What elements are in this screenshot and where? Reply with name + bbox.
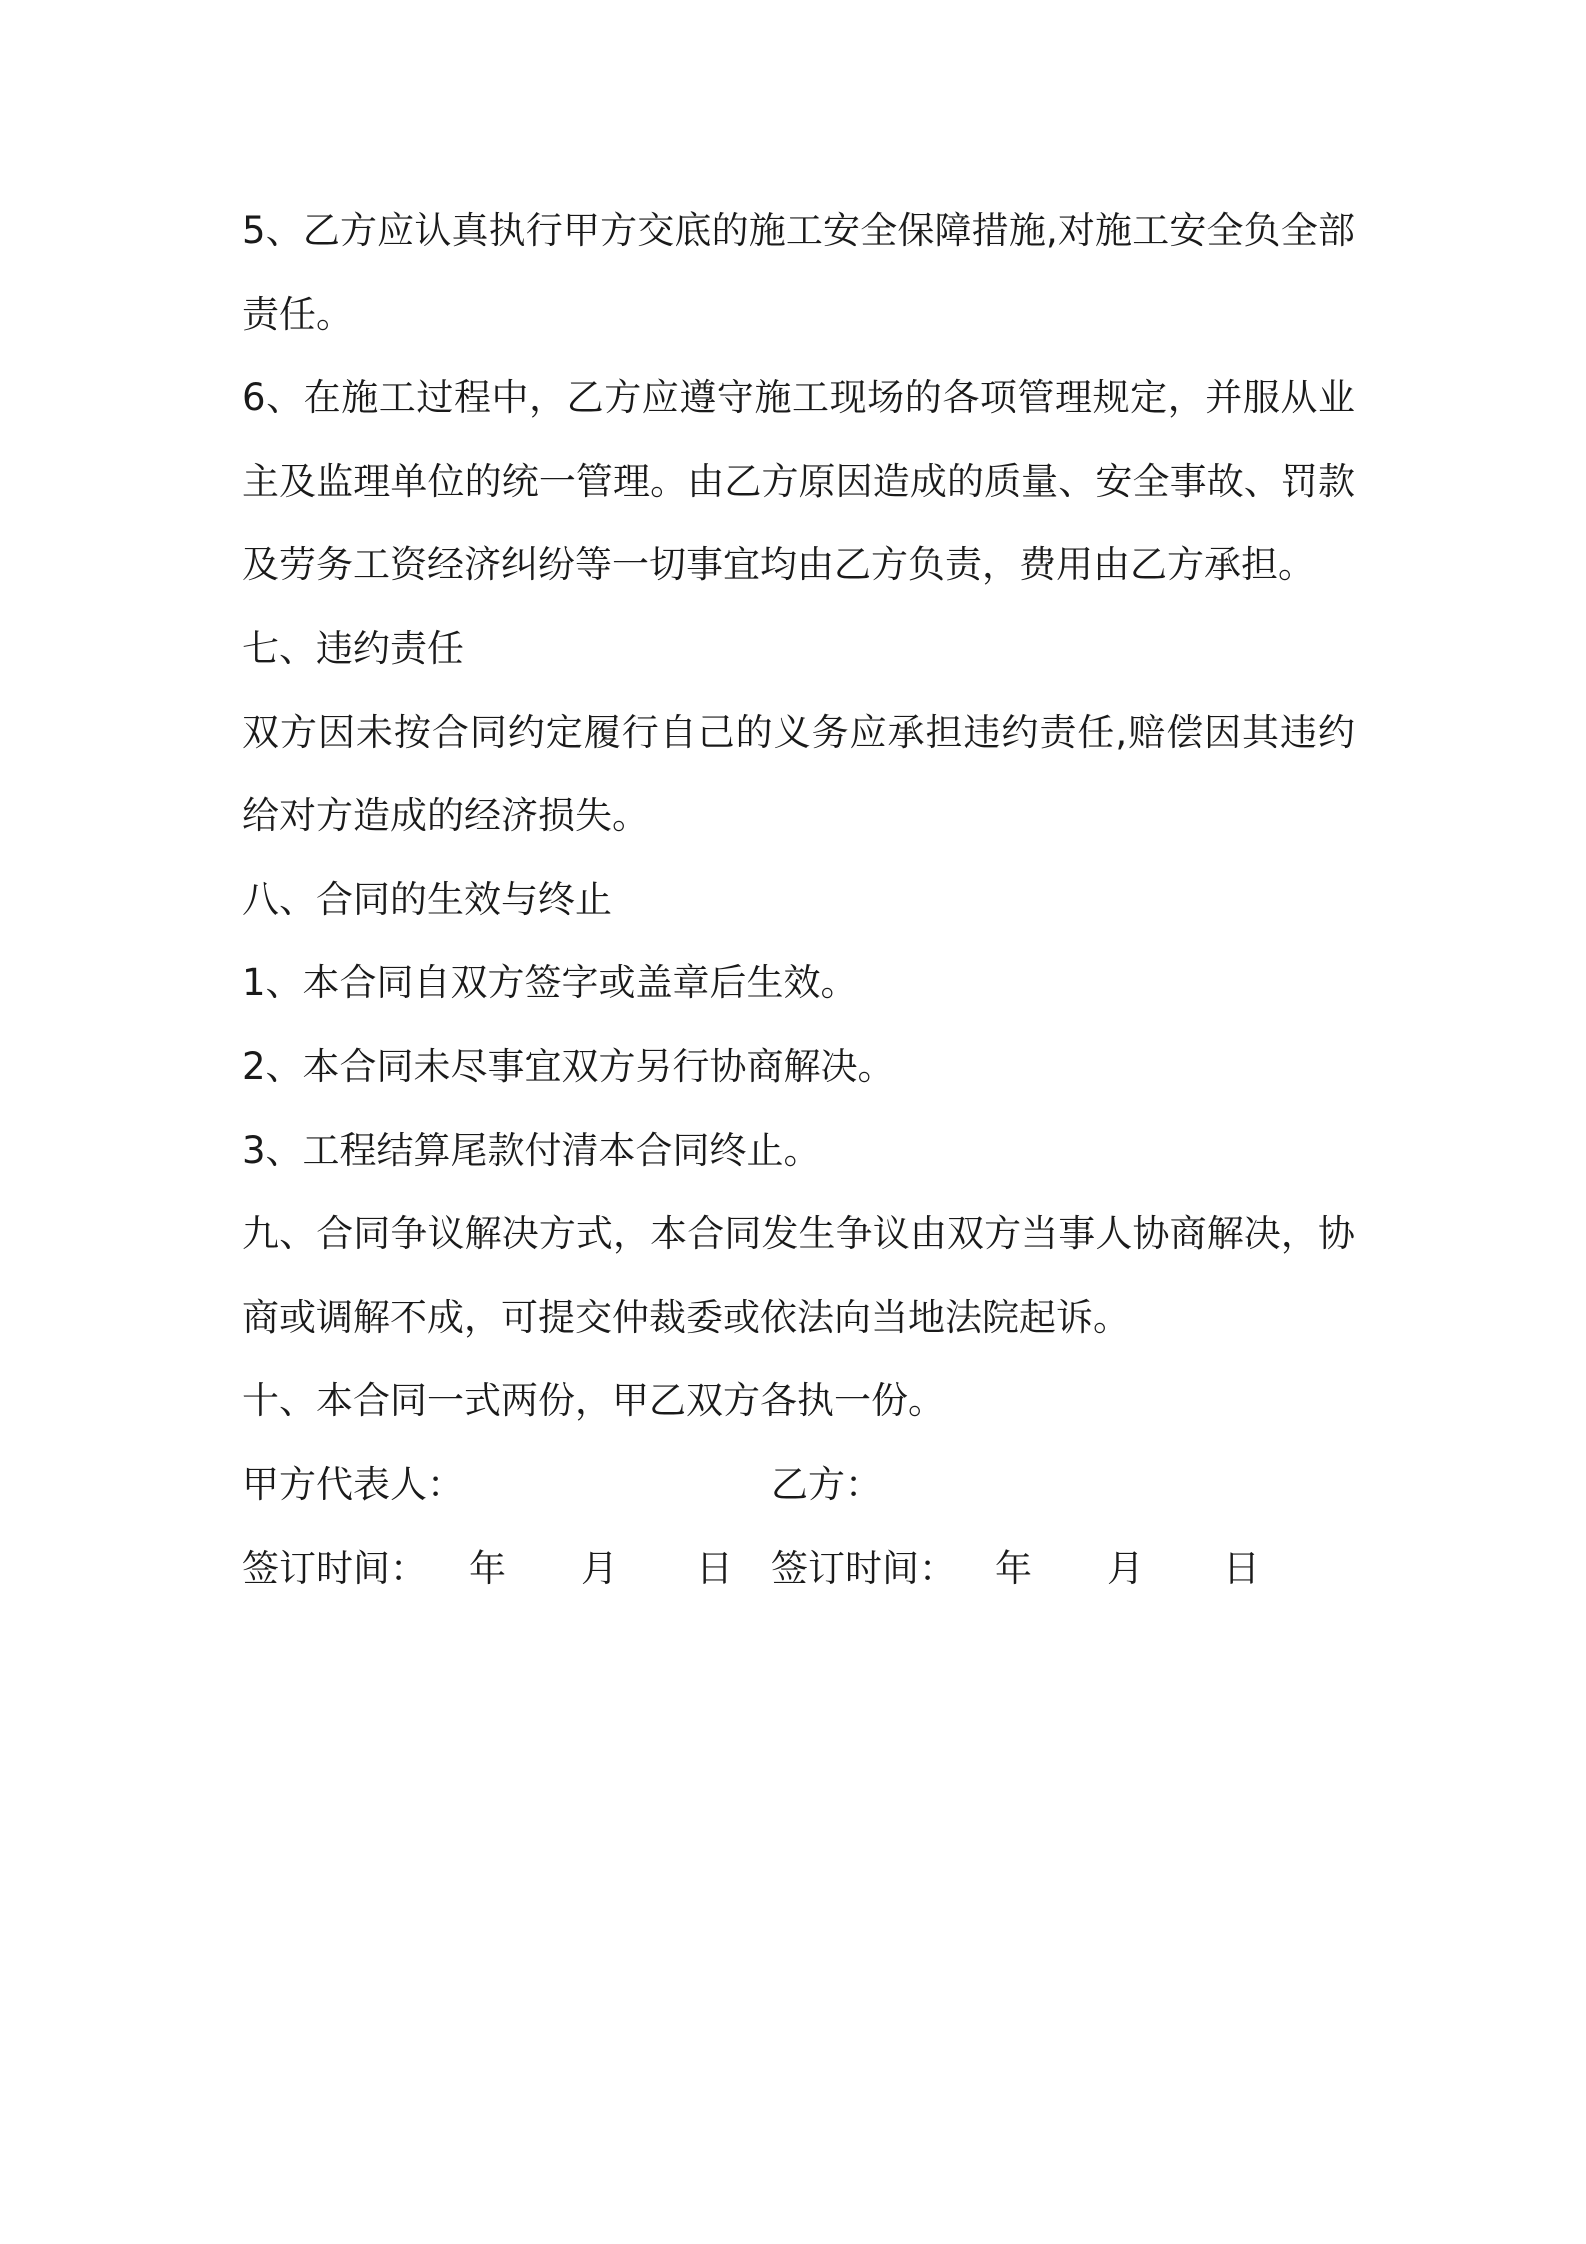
section-9-line: 商或调解不成，可提交仲裁委或依法向当地法院起诉。 (242, 1295, 1130, 1339)
clause-6-line: 6、在施工过程中，乙方应遵守施工现场的各项管理规定，并服从业 (242, 376, 1355, 420)
section-7-breach-liability (242, 607, 1355, 858)
section-8-effect-and-termination (242, 858, 1355, 1192)
party-b-day: 日 (1223, 1546, 1260, 1590)
party-a-year: 年 (469, 1546, 506, 1590)
section-8-item: 3、工程结算尾款付清本合同终止。 (242, 1128, 821, 1172)
clause-5-line: 5、乙方应认真执行甲方交底的施工安全保障措施,对施工安全负全部 (242, 209, 1355, 252)
section-7-heading: 七、违约责任 (242, 626, 464, 670)
section-7-line: 双方因未按合同约定履行自己的义务应承担违约责任,赔偿因其违约 (242, 710, 1355, 754)
section-10-text: 十、本合同一式两份，甲乙双方各执一份。 (242, 1379, 945, 1423)
party-a-day: 日 (696, 1546, 733, 1590)
signing-date-row (242, 1527, 1355, 1611)
section-9-dispute-resolution (242, 1192, 1355, 1359)
party-a-month: 月 (581, 1546, 618, 1590)
section-8-item: 2、本合同未尽事宜双方另行协商解决。 (242, 1044, 895, 1088)
party-b-year: 年 (995, 1546, 1032, 1590)
section-8-item: 1、本合同自双方签字或盖章后生效。 (242, 961, 858, 1005)
clause-5 (242, 189, 1355, 356)
contract-body (242, 189, 1355, 1610)
signature-row (242, 1443, 1355, 1527)
section-9-line: 九、合同争议解决方式，本合同发生争议由双方当事人协商解决，协 (242, 1212, 1355, 1256)
clause-5-line: 责任。 (242, 292, 353, 336)
clause-6-line: 及劳务工资经济纠纷等一切事宜均由乙方负责，费用由乙方承担。 (242, 543, 1315, 587)
party-a-date-label: 签订时间： (242, 1546, 427, 1590)
clause-6 (242, 356, 1355, 607)
clause-6-line: 主及监理单位的统一管理。由乙方原因造成的质量、安全事故、罚款 (242, 459, 1355, 503)
party-b-month: 月 (1107, 1546, 1144, 1590)
section-10-copies (242, 1359, 1355, 1443)
party-b-label: 乙方： (771, 1462, 882, 1506)
party-a-representative-label: 甲方代表人： (242, 1462, 464, 1506)
section-7-line: 给对方造成的经济损失。 (242, 794, 649, 838)
party-b-date-label: 签订时间： (771, 1546, 956, 1590)
section-8-heading: 八、合同的生效与终止 (242, 877, 612, 921)
